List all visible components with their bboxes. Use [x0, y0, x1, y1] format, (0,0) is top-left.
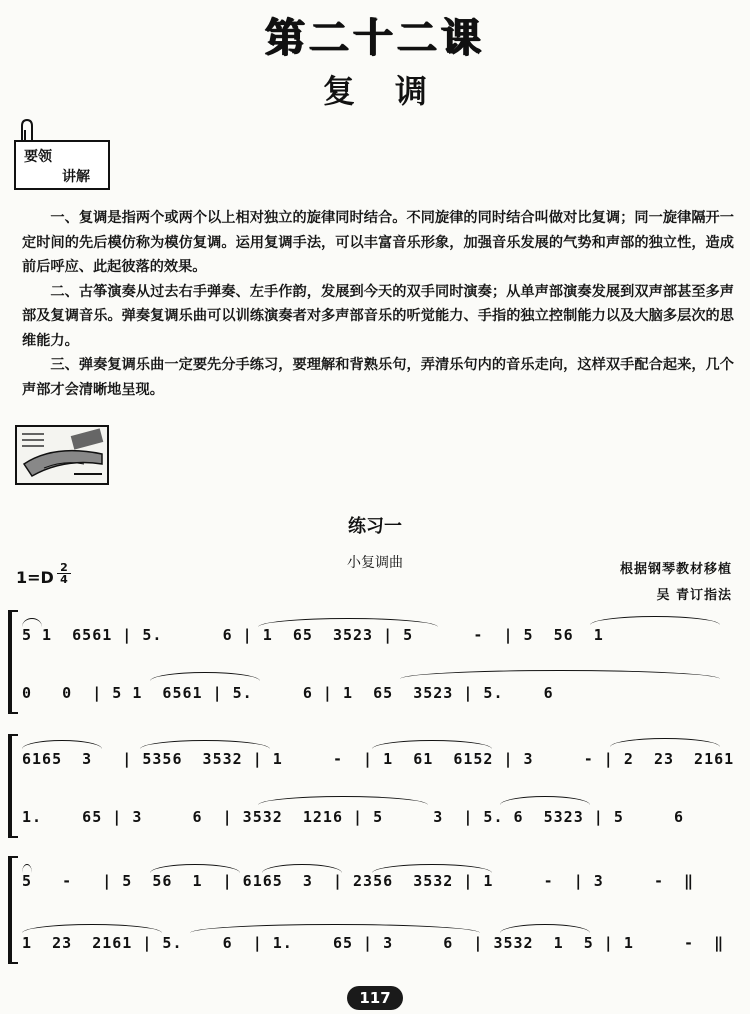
badge-label-1: 要领	[24, 149, 52, 165]
paragraph-2: 二、古筝演奏从过去右手弹奏、左手作韵，发展到今天的双手同时演奏；从单声部演奏发展到双声部甚至多声部及复调音乐。弹奏复调乐曲可以训练演奏者对多声部音乐的听觉能力、手指的独立控制能力以及大脑多层次的思维能力。	[22, 283, 734, 349]
upper-voice: 6165 3 | 5356 3532 | 1 - | 1 61 6152 | 3 - | 2 23 2161	[22, 750, 735, 768]
practice-guzheng-icon	[14, 424, 110, 486]
badge-frame	[14, 140, 110, 190]
lesson-title: 第二十二课	[265, 14, 485, 61]
score-system-2	[0, 732, 750, 872]
paragraph-1: 一、复调是指两个或两个以上相对独立的旋律同时结合。不同旋律的同时结合叫做对比复调；同一旋律隔开一定时间的先后模仿称为模仿复调。运用复调手法，可以丰富音乐形象，加强音乐发展的气势和声部的独立性，造成前后呼应、此起彼落的效果。	[22, 210, 734, 275]
time-signature-top: 2	[60, 561, 68, 574]
exercise-title: 练习一	[348, 516, 402, 537]
lower-voice: 1 23 2161 | 5. 6 | 1. 65 | 3 6 | 3532 1 5 | 1 - ‖	[22, 934, 725, 952]
song-title: 小复调曲	[347, 555, 403, 571]
system-bracket	[8, 856, 18, 964]
paragraph-3: 三、弹奏复调乐曲一定要先分手练习，要理解和背熟乐句，弄清乐句内的音乐走向，这样双手配合起来，几个声部才会清晰地呈现。	[22, 357, 734, 398]
page-number: 117	[347, 986, 403, 1010]
system-bracket	[8, 610, 18, 714]
lesson-subtitle: 复调	[322, 72, 467, 110]
upper-voice: 5 - | 5 56 1 | 6165 3 | 2356 3532 | 1 - | 3 - ‖	[22, 872, 695, 890]
upper-voice: 5 1 6561 | 5. 6 | 1 65 3523 | 5 - | 5 56 1	[22, 626, 604, 644]
time-signature	[57, 562, 71, 585]
score-system-3	[0, 854, 750, 994]
key-points-badge	[14, 118, 110, 190]
key-signature: 1=D	[16, 568, 54, 587]
time-signature-bottom: 4	[60, 573, 68, 586]
badge-label-2: 讲解	[62, 169, 90, 185]
fingering-credit: 吴 青订指法	[656, 588, 732, 603]
system-bracket	[8, 734, 18, 838]
lower-voice: 1. 65 | 3 6 | 3532 1216 | 5 3 | 5. 6 5323 | 5 6	[22, 808, 685, 826]
arrangement-credit: 根据钢琴教材移植	[619, 562, 732, 577]
explanation-text	[22, 206, 734, 402]
score-system-1	[0, 608, 750, 748]
lower-voice: 0 0 | 5 1 6561 | 5. 6 | 1 65 3523 | 5. 6	[22, 684, 554, 702]
